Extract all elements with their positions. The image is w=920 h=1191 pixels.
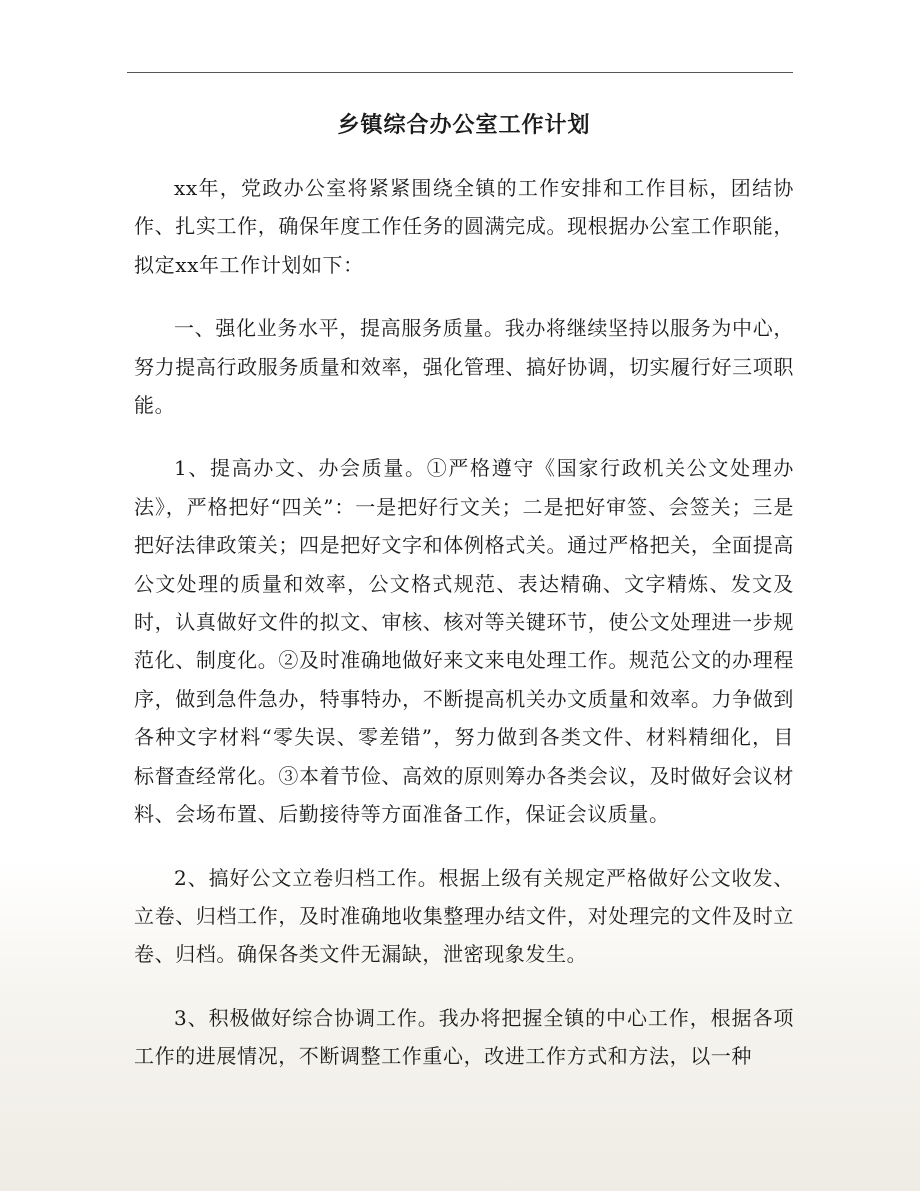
document-body (134, 105, 794, 1076)
paragraph-intro: xx年，党政办公室将紧紧围绕全镇的工作安排和工作目标，团结协作、扎实工作，确保年度工作任务的圆满完成。现根据办公室工作职能，拟定xx年工作计划如下： (134, 176, 794, 277)
paragraph-item-3: 3、积极做好综合协调工作。我办将把握全镇的中心工作，根据各项工作的进展情况，不断调整工作重心，改进工作方式和方法，以一种 (134, 1005, 794, 1069)
document-title: 乡镇综合办公室工作计划 (337, 112, 591, 138)
header-rule (127, 72, 793, 73)
paragraph-section-1: 一、强化业务水平，提高服务质量。我办将继续坚持以服务为中心，努力提高行政服务质量和效率，强化管理、搞好协调，切实履行好三项职能。 (134, 316, 794, 418)
paragraph-item-1: 1、提高办文、办会质量。①严格遵守《国家行政机关公文处理办法》，严格把好“四关”：一是把好行文关；二是把好审签、会签关；三是把好法律政策关；四是把好文字和体例格式关。通过严格把关，全面提高公文处理的质量和效率，公文格式规范、表达精确、文字精炼、发文及时，认真做好文件的拟文、审核、核对等关键环节，使公文处理进一步规范化、制度化。②及时准确地做好来文来电处理工作。规范公文的办理程序，做到急件急办，特事特办，不断提高机关办文质量和效率。力争做到各种文字材料“零失误、零差错”，努力做到各类文件、材料精细化，目标督查经常化。③本着节俭、高效的原则筹办各类会议，及时做好会议材料、会场布置、后勤接待等方面准备工作，保证会议质量。 (134, 456, 794, 827)
paragraph-item-2: 2、搞好公文立卷归档工作。根据上级有关规定严格做好公文收发、立卷、归档工作，及时准确地收集整理办结文件，对处理完的文件及时立卷、归档。确保各类文件无漏缺，泄密现象发生。 (134, 865, 794, 967)
